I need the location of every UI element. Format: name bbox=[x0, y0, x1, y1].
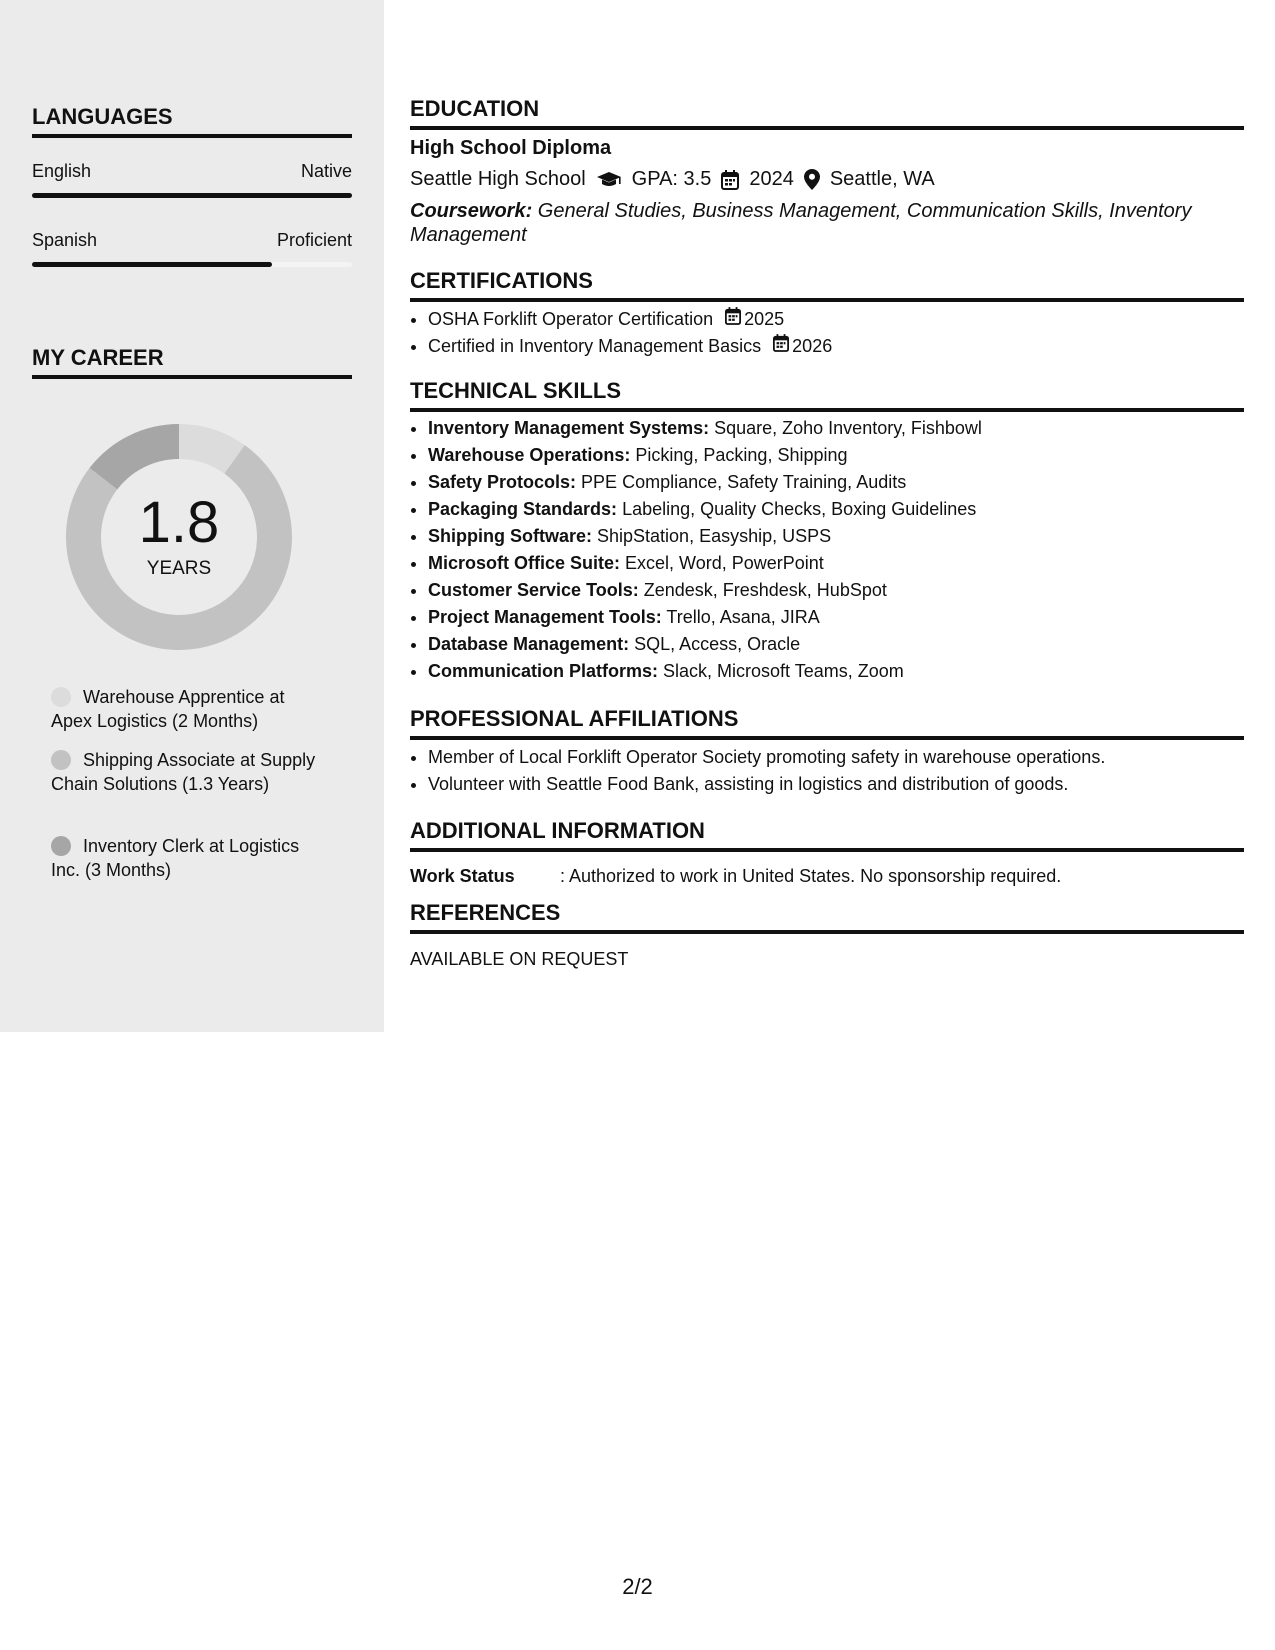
skill-value: Zendesk, Freshdesk, HubSpot bbox=[638, 580, 887, 600]
skill-label: Packaging Standards: bbox=[428, 499, 618, 519]
education-school: Seattle High School bbox=[410, 168, 586, 190]
education-coursework bbox=[410, 199, 1210, 247]
list-item bbox=[428, 306, 1244, 333]
calendar-icon bbox=[725, 306, 744, 333]
skill-label: Safety Protocols: bbox=[428, 472, 577, 492]
education-degree: High School Diploma bbox=[410, 137, 612, 159]
education-location: Seattle, WA bbox=[829, 168, 935, 190]
skill-label: Inventory Management Systems: bbox=[428, 418, 710, 438]
legend-dot bbox=[51, 836, 71, 856]
language-bar-fill bbox=[32, 193, 352, 198]
language-bar-spanish bbox=[32, 262, 352, 267]
career-legend-item bbox=[51, 834, 321, 882]
list-item bbox=[428, 604, 1244, 631]
language-bar-english bbox=[32, 193, 352, 198]
skill-value: SQL, Access, Oracle bbox=[629, 634, 801, 654]
career-heading: MY CAREER bbox=[32, 345, 352, 379]
skill-label: Shipping Software: bbox=[428, 526, 592, 546]
list-item bbox=[428, 523, 1244, 550]
technical-skills-heading: TECHNICAL SKILLS bbox=[410, 378, 1244, 412]
certification-year: 2026 bbox=[792, 336, 833, 356]
list-item bbox=[428, 631, 1244, 658]
sidebar bbox=[0, 0, 384, 1032]
career-legend-item bbox=[51, 748, 321, 796]
language-name: English bbox=[32, 161, 92, 181]
list-item: • Member of Local Forklift Operator Society promoting safety in warehouse operations. bbox=[428, 744, 1244, 771]
list-item bbox=[428, 415, 1244, 442]
references-heading: REFERENCES bbox=[410, 900, 1244, 934]
skill-value: Trello, Asana, JIRA bbox=[661, 607, 820, 627]
coursework-label: Coursework: bbox=[410, 200, 533, 222]
list-item bbox=[428, 469, 1244, 496]
career-legend-label: Shipping Associate at Supply Chain Solutions (1.3 Years) bbox=[51, 750, 316, 794]
skill-value: ShipStation, Easyship, USPS bbox=[592, 526, 832, 546]
affiliations-list bbox=[410, 744, 1244, 798]
language-name: Spanish bbox=[32, 230, 98, 250]
languages-heading: LANGUAGES bbox=[32, 104, 352, 138]
list-item bbox=[428, 577, 1244, 604]
list-item bbox=[428, 496, 1244, 523]
certification-year: 2025 bbox=[744, 309, 785, 329]
certification-name: OSHA Forklift Operator Certification bbox=[428, 309, 714, 329]
skill-value: Excel, Word, PowerPoint bbox=[620, 553, 824, 573]
certification-name: Certified in Inventory Management Basics bbox=[428, 336, 762, 356]
language-bar-fill bbox=[32, 262, 272, 267]
skill-value: Slack, Microsoft Teams, Zoom bbox=[658, 661, 904, 681]
list-item bbox=[428, 658, 1244, 685]
work-status-value: : Authorized to work in United States. No sponsorship required. bbox=[560, 866, 1062, 886]
career-legend-item bbox=[51, 685, 321, 733]
education-heading: EDUCATION bbox=[410, 96, 1244, 130]
skill-label: Warehouse Operations: bbox=[428, 445, 631, 465]
legend-dot bbox=[51, 750, 71, 770]
technical-skills-list bbox=[410, 415, 1244, 685]
skill-value: Labeling, Quality Checks, Boxing Guidelines bbox=[617, 499, 977, 519]
skill-label: Database Management: bbox=[428, 634, 630, 654]
career-donut-chart bbox=[66, 424, 292, 650]
language-level: Native bbox=[300, 161, 352, 181]
career-total-value: 1.8 bbox=[138, 490, 220, 555]
list-item bbox=[428, 333, 1244, 360]
coursework-text: General Studies, Business Management, Communication Skills, Inventory Management bbox=[410, 200, 1192, 246]
graduation-cap-icon bbox=[596, 171, 622, 189]
calendar-icon bbox=[773, 333, 792, 360]
education-year: 2024 bbox=[749, 168, 794, 190]
skill-value: Picking, Packing, Shipping bbox=[630, 445, 848, 465]
location-pin-icon bbox=[804, 169, 820, 190]
skill-label: Microsoft Office Suite: bbox=[428, 553, 621, 573]
skill-label: Communication Platforms: bbox=[428, 661, 659, 681]
work-status-label: Work Status bbox=[410, 866, 515, 886]
career-total-unit: YEARS bbox=[146, 558, 212, 579]
legend-dot bbox=[51, 687, 71, 707]
affiliations-heading: PROFESSIONAL AFFILIATIONS bbox=[410, 706, 1244, 740]
certifications-list bbox=[410, 306, 1244, 360]
skill-label: Customer Service Tools: bbox=[428, 580, 639, 600]
education-details bbox=[410, 168, 935, 191]
calendar-icon bbox=[721, 170, 739, 190]
skill-value: PPE Compliance, Safety Training, Audits bbox=[576, 472, 907, 492]
list-item bbox=[428, 550, 1244, 577]
education-gpa: GPA: 3.5 bbox=[631, 168, 712, 190]
list-item: • Volunteer with Seattle Food Bank, assisting in logistics and distribution of goods. bbox=[428, 771, 1244, 798]
page-number: 2/2 bbox=[622, 1574, 653, 1599]
career-legend-label: Warehouse Apprentice at Apex Logistics (2 Months) bbox=[51, 687, 285, 731]
career-legend-label: Inventory Clerk at Logistics Inc. (3 Months) bbox=[51, 836, 300, 880]
certifications-heading: CERTIFICATIONS bbox=[410, 268, 1244, 302]
language-level: Proficient bbox=[276, 230, 352, 250]
references-text: AVAILABLE ON REQUEST bbox=[410, 949, 629, 969]
skill-label: Project Management Tools: bbox=[428, 607, 662, 627]
list-item bbox=[428, 442, 1244, 469]
additional-info-heading: ADDITIONAL INFORMATION bbox=[410, 818, 1244, 852]
skill-value: Square, Zoho Inventory, Fishbowl bbox=[709, 418, 982, 438]
